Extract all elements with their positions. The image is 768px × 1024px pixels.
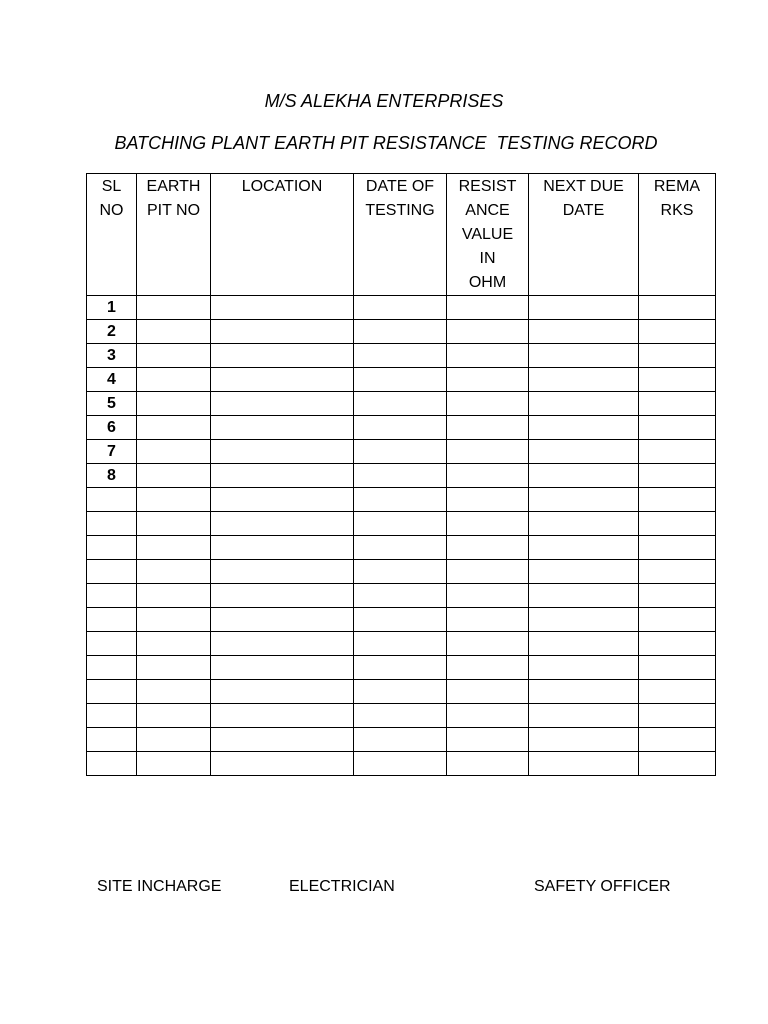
- earth-pit-no-cell: [137, 656, 211, 680]
- resistance-value-cell: [447, 392, 529, 416]
- table-row: [87, 656, 716, 680]
- column-header-line: LOCATION: [241, 178, 323, 195]
- earth-pit-no-cell: [137, 488, 211, 512]
- location-cell: [211, 464, 354, 488]
- next-due-date-cell: [529, 704, 639, 728]
- remarks-cell: [639, 704, 716, 728]
- sl-no-cell: [87, 680, 137, 704]
- table-body: [87, 296, 716, 776]
- next-due-date-cell: [529, 320, 639, 344]
- date-of-testing-cell: [354, 512, 447, 536]
- next-due-date-cell: [529, 464, 639, 488]
- location-cell: [211, 416, 354, 440]
- next-due-date-cell: [529, 752, 639, 776]
- sl-no-cell: 2: [87, 320, 137, 344]
- column-header-line: OHM: [468, 274, 507, 291]
- next-due-date-cell: [529, 680, 639, 704]
- next-due-date-cell: [529, 296, 639, 320]
- next-due-date-cell: [529, 656, 639, 680]
- earth-pit-no-cell: [137, 560, 211, 584]
- resistance-value-cell: [447, 608, 529, 632]
- column-header-line: PIT NO: [146, 202, 201, 219]
- document-title: BATCHING PLANT EARTH PIT RESISTANCE TESTING RECORD: [114, 133, 658, 153]
- location-cell: [211, 392, 354, 416]
- table-row: [87, 752, 716, 776]
- next-due-date-cell: [529, 440, 639, 464]
- resistance-value-cell: [447, 512, 529, 536]
- remarks-cell: [639, 728, 716, 752]
- date-of-testing-cell: [354, 680, 447, 704]
- safety-officer-signature-label: SAFETY OFFICER: [534, 878, 671, 895]
- table-header-row: [87, 174, 716, 296]
- resistance-value-cell: [447, 728, 529, 752]
- column-header-sl-no: [87, 174, 137, 296]
- sl-no-cell: [87, 704, 137, 728]
- next-due-date-cell: [529, 416, 639, 440]
- remarks-cell: [639, 608, 716, 632]
- next-due-date-cell: [529, 344, 639, 368]
- column-header-line: DATE OF: [365, 178, 435, 195]
- date-of-testing-cell: [354, 368, 447, 392]
- location-cell: [211, 680, 354, 704]
- table-row: [87, 296, 716, 320]
- earth-pit-no-cell: [137, 752, 211, 776]
- location-cell: [211, 704, 354, 728]
- location-cell: [211, 608, 354, 632]
- table-row: [87, 368, 716, 392]
- sl-no-cell: [87, 656, 137, 680]
- column-header-earth-pit-no: [137, 174, 211, 296]
- resistance-value-cell: [447, 344, 529, 368]
- next-due-date-cell: [529, 536, 639, 560]
- column-header-line: NO: [99, 202, 124, 219]
- next-due-date-cell: [529, 632, 639, 656]
- date-of-testing-cell: [354, 608, 447, 632]
- next-due-date-cell: [529, 560, 639, 584]
- resistance-value-cell: [447, 560, 529, 584]
- earth-pit-no-cell: [137, 608, 211, 632]
- earth-pit-no-cell: [137, 704, 211, 728]
- resistance-value-cell: [447, 440, 529, 464]
- column-header-line: REMA: [653, 178, 701, 195]
- location-cell: [211, 488, 354, 512]
- sl-no-cell: 3: [87, 344, 137, 368]
- date-of-testing-cell: [354, 416, 447, 440]
- earth-pit-no-cell: [137, 416, 211, 440]
- remarks-cell: [639, 416, 716, 440]
- column-header-line: DATE: [562, 202, 605, 219]
- next-due-date-cell: [529, 584, 639, 608]
- electrician-signature-label: ELECTRICIAN: [289, 878, 395, 895]
- date-of-testing-cell: [354, 632, 447, 656]
- remarks-cell: [639, 440, 716, 464]
- remarks-cell: [639, 464, 716, 488]
- earth-pit-no-cell: [137, 632, 211, 656]
- table-row: [87, 464, 716, 488]
- sl-no-cell: [87, 752, 137, 776]
- sl-no-cell: [87, 632, 137, 656]
- remarks-cell: [639, 632, 716, 656]
- resistance-value-cell: [447, 704, 529, 728]
- earth-pit-testing-table: [86, 173, 716, 776]
- resistance-value-cell: [447, 752, 529, 776]
- earth-pit-no-cell: [137, 536, 211, 560]
- table-row: [87, 536, 716, 560]
- sl-no-cell: 6: [87, 416, 137, 440]
- resistance-value-cell: [447, 416, 529, 440]
- table-row: [87, 704, 716, 728]
- table-row: [87, 632, 716, 656]
- earth-pit-no-cell: [137, 680, 211, 704]
- table-row: [87, 680, 716, 704]
- location-cell: [211, 368, 354, 392]
- remarks-cell: [639, 680, 716, 704]
- table-row: [87, 440, 716, 464]
- resistance-value-cell: [447, 368, 529, 392]
- remarks-cell: [639, 536, 716, 560]
- earth-pit-no-cell: [137, 296, 211, 320]
- sl-no-cell: 8: [87, 464, 137, 488]
- sl-no-cell: [87, 560, 137, 584]
- resistance-value-cell: [447, 320, 529, 344]
- table-row: [87, 344, 716, 368]
- column-header-line: RKS: [660, 202, 694, 219]
- column-header-resistance-value: [447, 174, 529, 296]
- column-header-line: NEXT DUE: [543, 178, 624, 195]
- resistance-value-cell: [447, 488, 529, 512]
- table-row: [87, 560, 716, 584]
- column-header-next-due-date: [529, 174, 639, 296]
- location-cell: [211, 440, 354, 464]
- location-cell: [211, 584, 354, 608]
- next-due-date-cell: [529, 728, 639, 752]
- table-row: [87, 320, 716, 344]
- column-header-line: TESTING: [365, 202, 435, 219]
- date-of-testing-cell: [354, 392, 447, 416]
- table-row: [87, 728, 716, 752]
- remarks-cell: [639, 752, 716, 776]
- site-incharge-signature-label: SITE INCHARGE: [97, 878, 222, 895]
- earth-pit-no-cell: [137, 392, 211, 416]
- column-header-line: SL: [101, 178, 122, 195]
- date-of-testing-cell: [354, 536, 447, 560]
- location-cell: [211, 320, 354, 344]
- sl-no-cell: 5: [87, 392, 137, 416]
- resistance-value-cell: [447, 296, 529, 320]
- remarks-cell: [639, 584, 716, 608]
- date-of-testing-cell: [354, 560, 447, 584]
- location-cell: [211, 752, 354, 776]
- earth-pit-no-cell: [137, 368, 211, 392]
- resistance-value-cell: [447, 536, 529, 560]
- sl-no-cell: 1: [87, 296, 137, 320]
- remarks-cell: [639, 344, 716, 368]
- sl-no-cell: [87, 728, 137, 752]
- remarks-cell: [639, 488, 716, 512]
- remarks-cell: [639, 368, 716, 392]
- location-cell: [211, 560, 354, 584]
- earth-pit-no-cell: [137, 728, 211, 752]
- next-due-date-cell: [529, 608, 639, 632]
- resistance-value-cell: [447, 584, 529, 608]
- location-cell: [211, 296, 354, 320]
- sl-no-cell: [87, 488, 137, 512]
- company-name: M/S ALEKHA ENTERPRISES: [264, 91, 504, 111]
- next-due-date-cell: [529, 488, 639, 512]
- date-of-testing-cell: [354, 656, 447, 680]
- next-due-date-cell: [529, 392, 639, 416]
- date-of-testing-cell: [354, 320, 447, 344]
- location-cell: [211, 656, 354, 680]
- next-due-date-cell: [529, 512, 639, 536]
- remarks-cell: [639, 560, 716, 584]
- date-of-testing-cell: [354, 488, 447, 512]
- earth-pit-no-cell: [137, 584, 211, 608]
- resistance-value-cell: [447, 656, 529, 680]
- next-due-date-cell: [529, 368, 639, 392]
- earth-pit-no-cell: [137, 512, 211, 536]
- date-of-testing-cell: [354, 584, 447, 608]
- column-header-line: RESIST: [458, 178, 517, 195]
- sl-no-cell: [87, 536, 137, 560]
- column-header-location: [211, 174, 354, 296]
- column-header-remarks: [639, 174, 716, 296]
- resistance-value-cell: [447, 680, 529, 704]
- date-of-testing-cell: [354, 440, 447, 464]
- column-header-line: ANCE: [465, 202, 510, 219]
- date-of-testing-cell: [354, 344, 447, 368]
- resistance-value-cell: [447, 632, 529, 656]
- remarks-cell: [639, 512, 716, 536]
- earth-pit-no-cell: [137, 344, 211, 368]
- table-row: [87, 416, 716, 440]
- location-cell: [211, 632, 354, 656]
- table-row: [87, 512, 716, 536]
- sl-no-cell: 4: [87, 368, 137, 392]
- resistance-value-cell: [447, 464, 529, 488]
- column-header-line: IN: [479, 250, 496, 267]
- sl-no-cell: [87, 584, 137, 608]
- earth-pit-no-cell: [137, 320, 211, 344]
- date-of-testing-cell: [354, 728, 447, 752]
- location-cell: [211, 728, 354, 752]
- sl-no-cell: [87, 608, 137, 632]
- table-row: [87, 608, 716, 632]
- table-row: [87, 584, 716, 608]
- sl-no-cell: 7: [87, 440, 137, 464]
- sl-no-cell: [87, 512, 137, 536]
- earth-pit-no-cell: [137, 464, 211, 488]
- column-header-date-of-testing: [354, 174, 447, 296]
- location-cell: [211, 536, 354, 560]
- date-of-testing-cell: [354, 752, 447, 776]
- remarks-cell: [639, 296, 716, 320]
- table-row: [87, 392, 716, 416]
- earth-pit-no-cell: [137, 440, 211, 464]
- date-of-testing-cell: [354, 464, 447, 488]
- date-of-testing-cell: [354, 704, 447, 728]
- remarks-cell: [639, 656, 716, 680]
- remarks-cell: [639, 320, 716, 344]
- location-cell: [211, 512, 354, 536]
- remarks-cell: [639, 392, 716, 416]
- date-of-testing-cell: [354, 296, 447, 320]
- table-row: [87, 488, 716, 512]
- column-header-line: VALUE: [461, 226, 514, 243]
- column-header-line: EARTH: [146, 178, 201, 195]
- location-cell: [211, 344, 354, 368]
